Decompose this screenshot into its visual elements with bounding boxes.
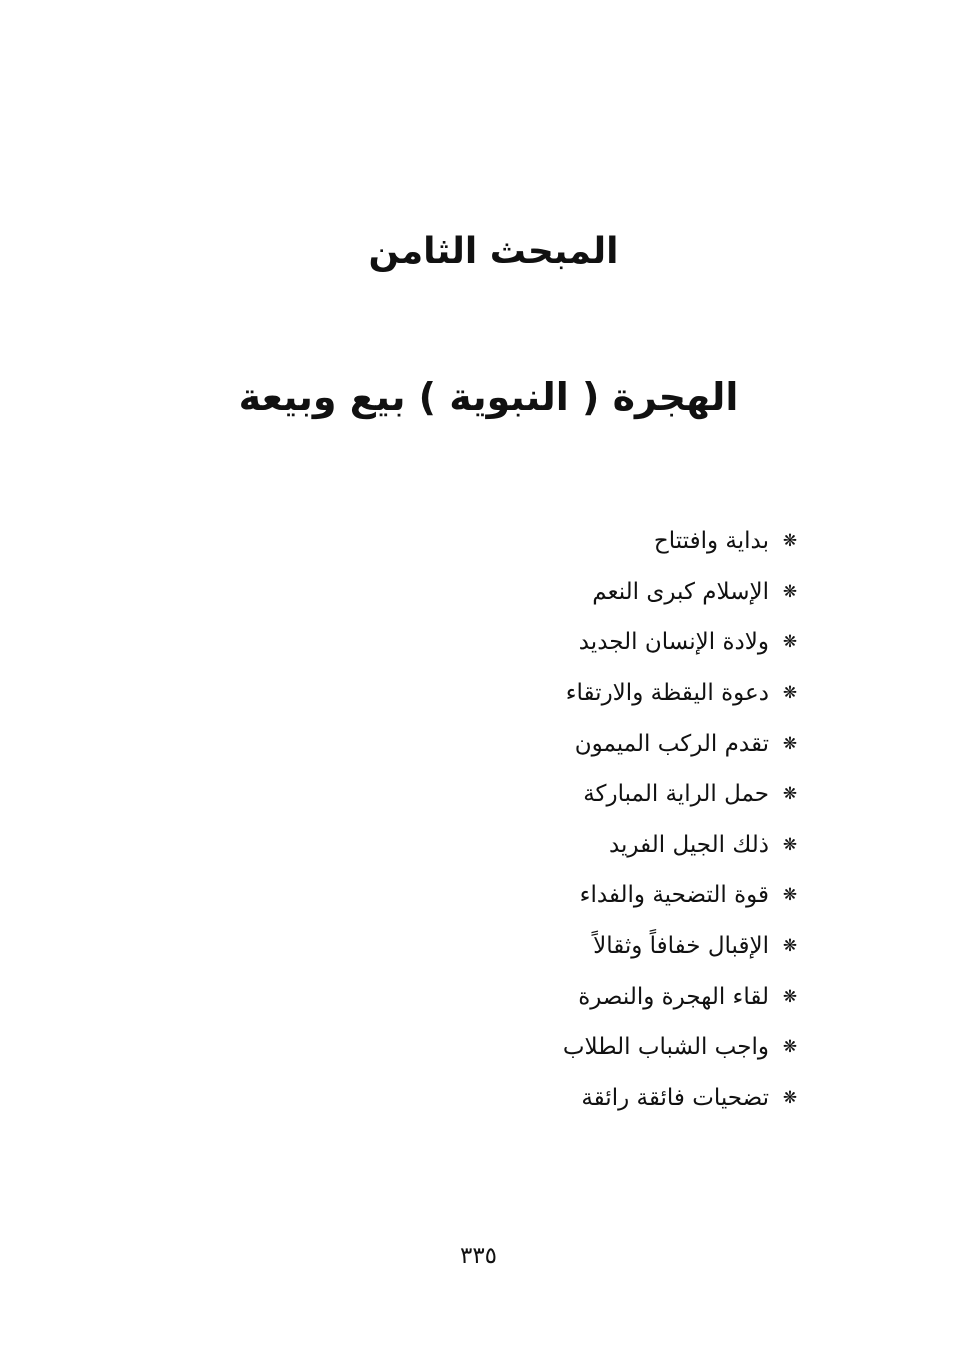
list-item [381,820,801,871]
list-item [381,769,801,820]
list-item [381,971,801,1022]
list-item [381,1073,801,1124]
asterisk-bullet-icon: ❋ [782,683,798,704]
topics-list [381,516,801,1123]
asterisk-bullet-icon: ❋ [782,531,798,552]
list-item [381,870,801,921]
list-item [381,668,801,719]
asterisk-bullet-icon: ❋ [782,1087,798,1108]
topic-text: الإسلام كبرى النعم [592,578,769,605]
asterisk-bullet-icon: ❋ [782,986,798,1007]
asterisk-bullet-icon: ❋ [782,784,798,805]
section-heading: المبحث الثامن [368,231,619,272]
asterisk-bullet-icon: ❋ [782,581,798,602]
topic-text: واجب الشباب الطلاب [562,1034,769,1061]
asterisk-bullet-icon: ❋ [782,733,798,754]
list-item [381,718,801,769]
asterisk-bullet-icon: ❋ [782,834,798,855]
asterisk-bullet-icon: ❋ [782,885,798,906]
list-item [381,1022,801,1073]
asterisk-bullet-icon: ❋ [782,936,798,957]
topic-text: تقدم الركب الميمون [574,730,769,757]
topic-text: دعوة اليقظة والارتقاء [565,680,769,707]
topic-text: ذلك الجيل الفريد [608,831,769,858]
asterisk-bullet-icon: ❋ [782,1037,798,1058]
list-item [381,516,801,567]
chapter-title: الهجرة ( النبوية ) بيع وبيعة [238,375,739,419]
topic-text: حمل الراية المباركة [583,781,769,808]
list-item [381,567,801,618]
topic-text: الإقبال خفافاً وثقالاً [593,933,769,960]
page-number: ٣٣٥ [459,1243,498,1269]
topic-text: ولادة الإنسان الجديد [578,629,769,656]
list-item [381,921,801,972]
topic-text: قوة التضحية والفداء [579,882,769,909]
topic-text: بداية وافتتاح [653,528,769,555]
topic-text: تضحيات فائقة رائقة [581,1084,769,1111]
list-item [381,617,801,668]
asterisk-bullet-icon: ❋ [782,632,798,653]
topic-text: لقاء الهجرة والنصرة [578,983,769,1010]
